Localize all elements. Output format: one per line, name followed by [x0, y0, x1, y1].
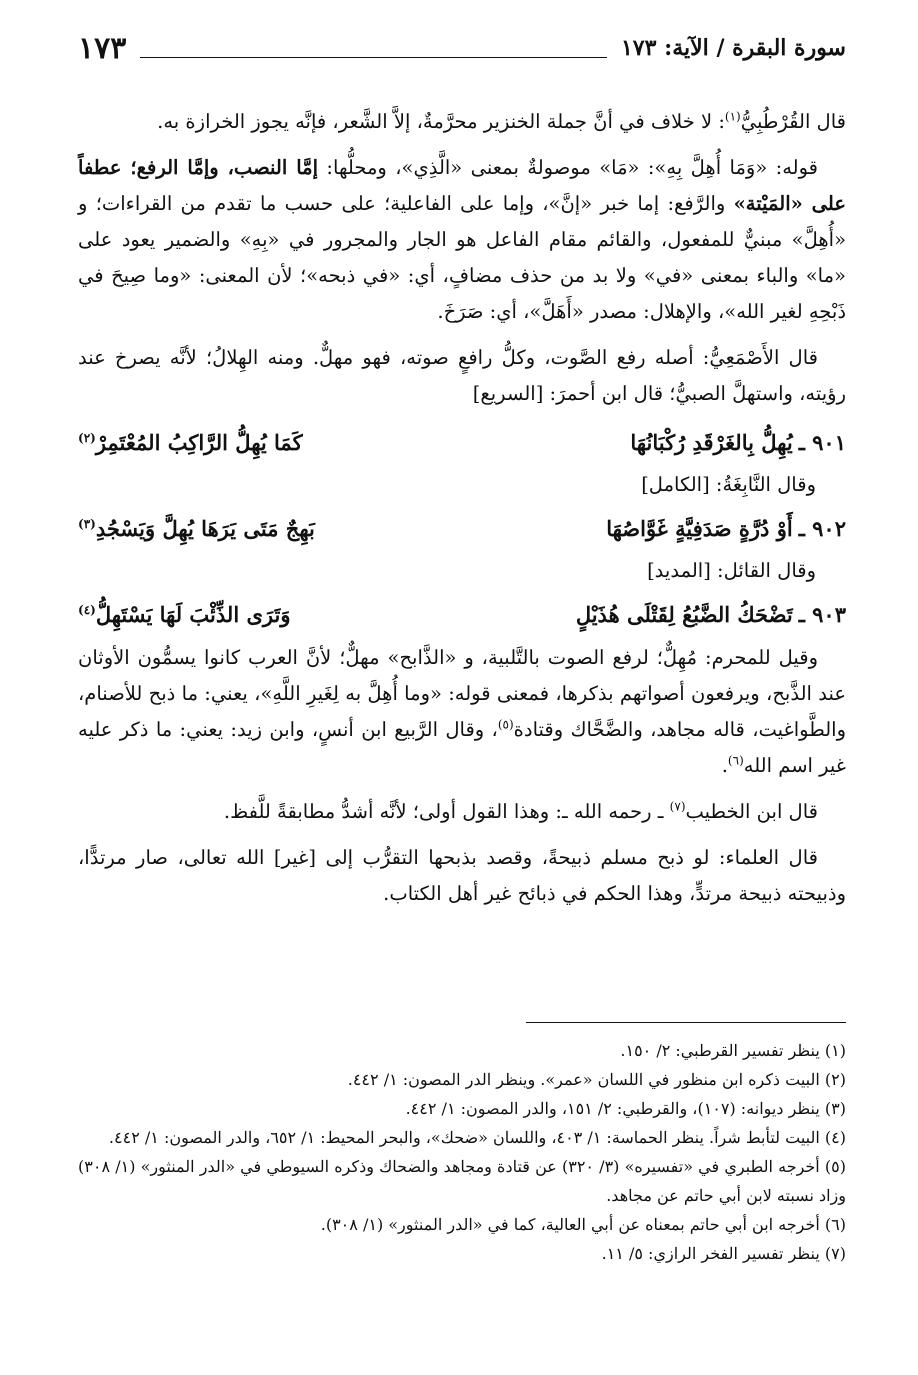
text-span: وقيل للمحرم: مُهِلٌّ؛ لرفع الصوت بالتَّلبية، و «الذَّابح» مهلٌّ؛ لأنَّ العرب كانوا يسمُّون الأوثان عند الذَّبح، ويرفعون أصواتهم بذكرها، فمعنى قوله: «وما أُهِلَّ به لِغَيرِ اللَّهِ»، يعني: ما ذبح للأصنام، والطَّواغيت، قاله مجاهد، والضَّحَّاك وقتادة	[78, 646, 846, 741]
hemistich-text: وَتَرَى الذِّئْبَ لَهَا يَسْتَهِلُّ	[95, 601, 291, 627]
hemistich-text: كَمَا يُهِلُّ الرَّاكِبُ المُعْتَمِرْ	[95, 429, 303, 455]
text-span: قال ابن الخطيب	[685, 800, 818, 823]
verse-number: ٩٠٣ ـ	[798, 601, 846, 627]
text-span: قال العلماء: لو ذبح مسلم ذبيحةً، وقصد بذبحها التقرُّب إلى [غير] الله تعالى، صار مرتدًّا، وذبيحته ذبيحة مرتدٍّ، وهذا الحكم في ذبائح غير أهل الكتاب.	[78, 846, 846, 905]
text-span: .	[721, 754, 728, 777]
paragraph-ibn-khatib	[78, 794, 846, 830]
main-text	[78, 104, 846, 922]
verse-second-hemistich	[78, 430, 435, 455]
footnote-ref: (٣)	[78, 516, 96, 531]
footnote-1: (١) ينظر تفسير القرطبي: ٢/ ١٥٠.	[620, 1041, 846, 1060]
header-rule	[140, 57, 607, 58]
verse-first-hemistich: تَضْحَكُ الضَّبُعُ لِقَتْلَى هُذَيْلٍ	[575, 601, 793, 627]
verse-number: ٩٠١ ـ	[798, 429, 846, 455]
footnote-ref: (٦)	[727, 753, 744, 768]
verse-second-hemistich	[78, 516, 435, 541]
verse-first-hemistich: يُهِلُّ بِالغَرْقَدِ رُكْبَانُهَا	[630, 429, 793, 455]
meter-label: وقال القائل: [المديد]	[647, 559, 816, 582]
text-span: قوله: «وَمَا أُهِلَّ بِهِ»: «مَا» موصولةٌ بمعنى «الَّذِي»، ومحلُّها:	[318, 156, 819, 179]
page-header	[78, 26, 846, 70]
footnote-separator	[526, 1022, 846, 1023]
footnote-7: (٧) ينظر تفسير الفخر الرازي: ٥/ ١١.	[601, 1244, 846, 1263]
paragraph-muhrim	[78, 640, 846, 784]
footnote-6: (٦) أخرجه ابن أبي حاتم بمعناه عن أبي العالية، كما في «الدر المنثور» (١/ ٣٠٨).	[320, 1215, 846, 1234]
footnote-5: (٥) أخرجه الطبري في «تفسيره» (٣/ ٣٢٠) عن قتادة ومجاهد والضحاك وذكره السيوطي في «الدر المنثور» (١/ ٣٠٨) وزاد نسبته لابن أبي حاتم عن مجاهد.	[78, 1157, 847, 1205]
footnote-ref: (١)	[724, 109, 741, 124]
text-span: ـ رحمه الله ـ: وهذا القول أولى؛ لأنَّه أشدُّ مطابقةً للَّفظ.	[223, 800, 670, 823]
text-span: قال الأَصْمَعِيُّ: أصله رفع الصَّوت، وكلُّ رافعٍ صوته، فهو مهلٌّ. ومنه الهِلالُ؛ لأنَّه يصرخ عند رؤيته، واستهلَّ الصبيُّ؛ قال ابن أحمرَ: [السريع]	[78, 346, 846, 405]
footnote-ref: (٥)	[497, 717, 514, 732]
paragraph-ma-uhilla	[78, 150, 846, 330]
hemistich-text: بَهِجٌ مَتَى يَرَهَا يُهِلَّ وَيَسْجُدِ	[95, 515, 315, 541]
footnote-2: (٢) البيت ذكره ابن منظور في اللسان «عمر». وينظر الدر المصون: ١/ ٤٤٢.	[347, 1070, 846, 1089]
paragraph-qurtubi	[78, 104, 846, 140]
verse-903	[78, 594, 846, 634]
text-span: : لا خلاف في أنَّ جملة الخنزير محرَّمةٌ، إلاَّ الشَّعر، فإنَّه يجوز الخرازة به.	[157, 110, 725, 133]
meter-label: وقال النَّابِغَةُ: [الكامل]	[641, 473, 816, 496]
text-span: والرَّفع: إما خبر «إنَّ»، وإما على الفاعلية؛ على حسب ما تقدم من القراءات؛ و «أُهِلَّ» مبنيٌّ للمفعول، والقائم مقام الفاعل هو الجار والمجرور في «بِهِ» والضمير يعود على «ما» والباء بمعنى «في» ولا بد من حذف مضافٍ، أي: «في ذبحه»؛ لأن المعنى: «وما صِيحَ في ذَبْحِهِ لغير الله»، والإهلال: مصدر «أَهَلَّ»، أي: صَرَخَ.	[78, 192, 846, 323]
verse-902	[78, 508, 846, 548]
verse-second-hemistich	[78, 602, 435, 627]
bold-span: إمَّا النصب، وإمَّا الرفع؛ عطفاً على «المَيْتة»	[78, 156, 846, 215]
text-span: قال القُرْطُبِيُّ	[740, 110, 846, 133]
footnote-ref: (٢)	[78, 430, 96, 445]
verse-number: ٩٠٢ ـ	[798, 515, 846, 541]
verse-first-hemistich: أَوْ دُرَّةٍ صَدَفِيَّةٍ غَوَّاصُهَا	[606, 515, 793, 541]
footnote-ref: (٤)	[78, 602, 96, 617]
footnote-ref: (٧)	[669, 799, 686, 814]
verse-901	[78, 422, 846, 462]
paragraph-ulama	[78, 840, 846, 912]
footnote-4: (٤) البيت لتأبط شراً. ينظر الحماسة: ١/ ٤٠٣، واللسان «ضحك»، والبحر المحيط: ١/ ٦٥٢، والدر المصون: ١/ ٤٤٢.	[108, 1128, 846, 1147]
footnote-3: (٣) ينظر ديوانه: (١٠٧)، والقرطبي: ٢/ ١٥١، والدر المصون: ١/ ٤٤٢.	[405, 1099, 846, 1118]
footnotes	[78, 1036, 846, 1268]
text-span: ، وقال الرَّبيع ابن أنسٍ، وابن زيد: يعني: ما ذكر عليه غير اسم الله	[78, 718, 846, 777]
running-title: سورة البقرة / الآية: ١٧٣	[620, 35, 846, 61]
paragraph-asmai	[78, 340, 846, 412]
page-number: ١٧٣	[78, 30, 127, 66]
